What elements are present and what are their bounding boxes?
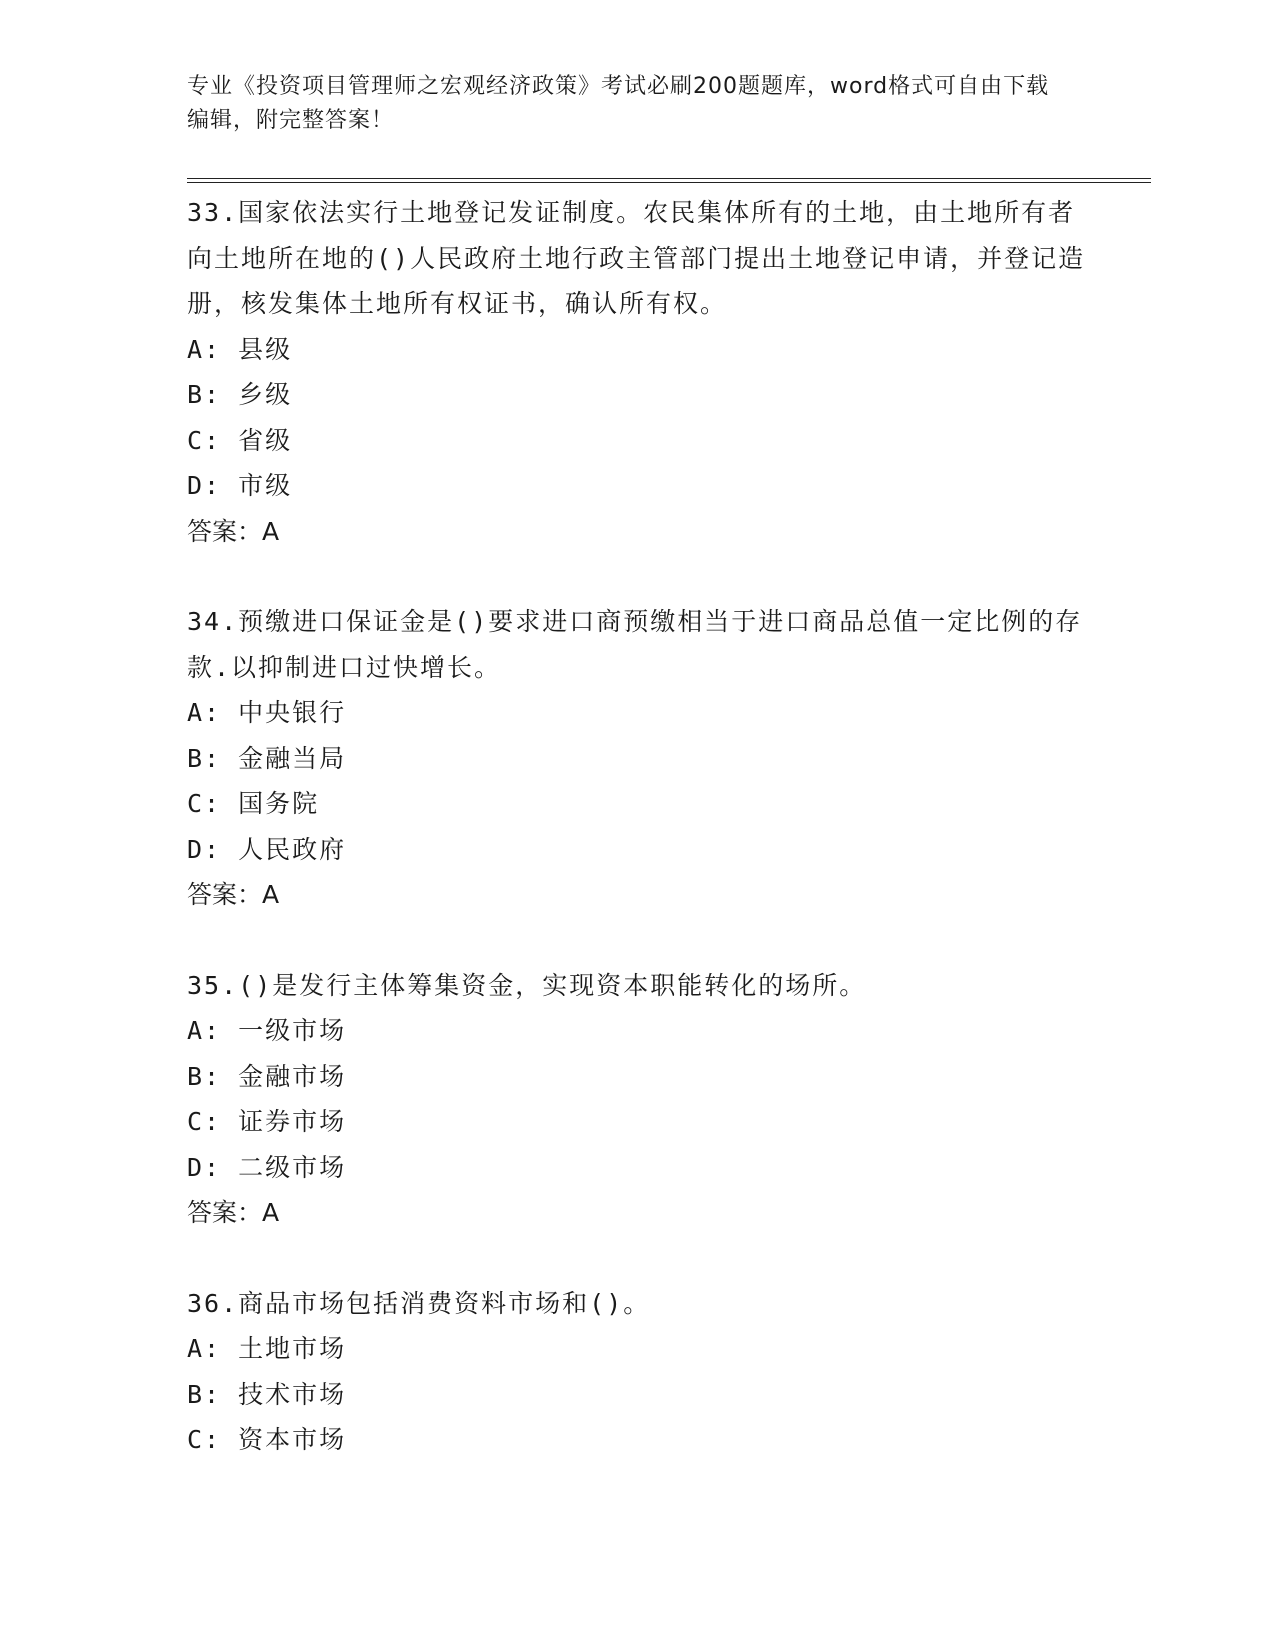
document-header: 专业《投资项目管理师之宏观经济政策》考试必刷200题题库，word格式可自由下载编辑，附完整答案！ [187, 74, 1050, 133]
question-item [187, 190, 1087, 554]
question-text: 35.()是发行主体筹集资金，实现资本职能转化的场所。 [187, 970, 867, 1000]
question-text: 36.商品市场包括消费资料市场和()。 [187, 1288, 651, 1318]
question-item [187, 963, 1087, 1236]
question-gap [187, 918, 1087, 963]
option-c: C: 国务院 [187, 789, 320, 818]
option-d: D: 市级 [187, 471, 293, 500]
question-item [187, 599, 1087, 918]
question-text: 33.国家依法实行土地登记发证制度。农民集体所有的土地，由土地所有者向土地所在地的()人民政府土地行政主管部门提出土地登记申请，并登记造册，核发集体土地所有权证书，确认所有权。 [187, 198, 1086, 318]
question-item [187, 1281, 1087, 1463]
option-b: B: 金融市场 [187, 1061, 347, 1091]
option-d: D: 人民政府 [187, 834, 347, 864]
option-a: A: 中央银行 [187, 698, 347, 727]
question-gap [187, 1236, 1087, 1281]
header-divider-top [187, 178, 1151, 179]
option-a: A: 县级 [187, 334, 293, 364]
answer-line: 答案：A [187, 880, 280, 909]
question-list [187, 190, 1087, 1463]
question-gap [187, 554, 1087, 599]
option-b: B: 乡级 [187, 380, 293, 409]
answer-line: 答案：A [187, 516, 280, 546]
option-c: C: 资本市场 [187, 1425, 347, 1454]
option-b: B: 金融当局 [187, 743, 347, 773]
option-c: C: 证券市场 [187, 1107, 347, 1136]
option-b: B: 技术市场 [187, 1379, 347, 1409]
option-d: D: 二级市场 [187, 1152, 347, 1182]
answer-line: 答案：A [187, 1198, 280, 1227]
question-text: 34.预缴进口保证金是()要求进口商预缴相当于进口商品总值一定比例的存款.以抑制进口过快增长。 [187, 607, 1083, 682]
header-divider-bottom [187, 182, 1151, 183]
option-c: C: 省级 [187, 425, 293, 455]
option-a: A: 一级市场 [187, 1016, 347, 1045]
option-a: A: 土地市场 [187, 1334, 347, 1363]
